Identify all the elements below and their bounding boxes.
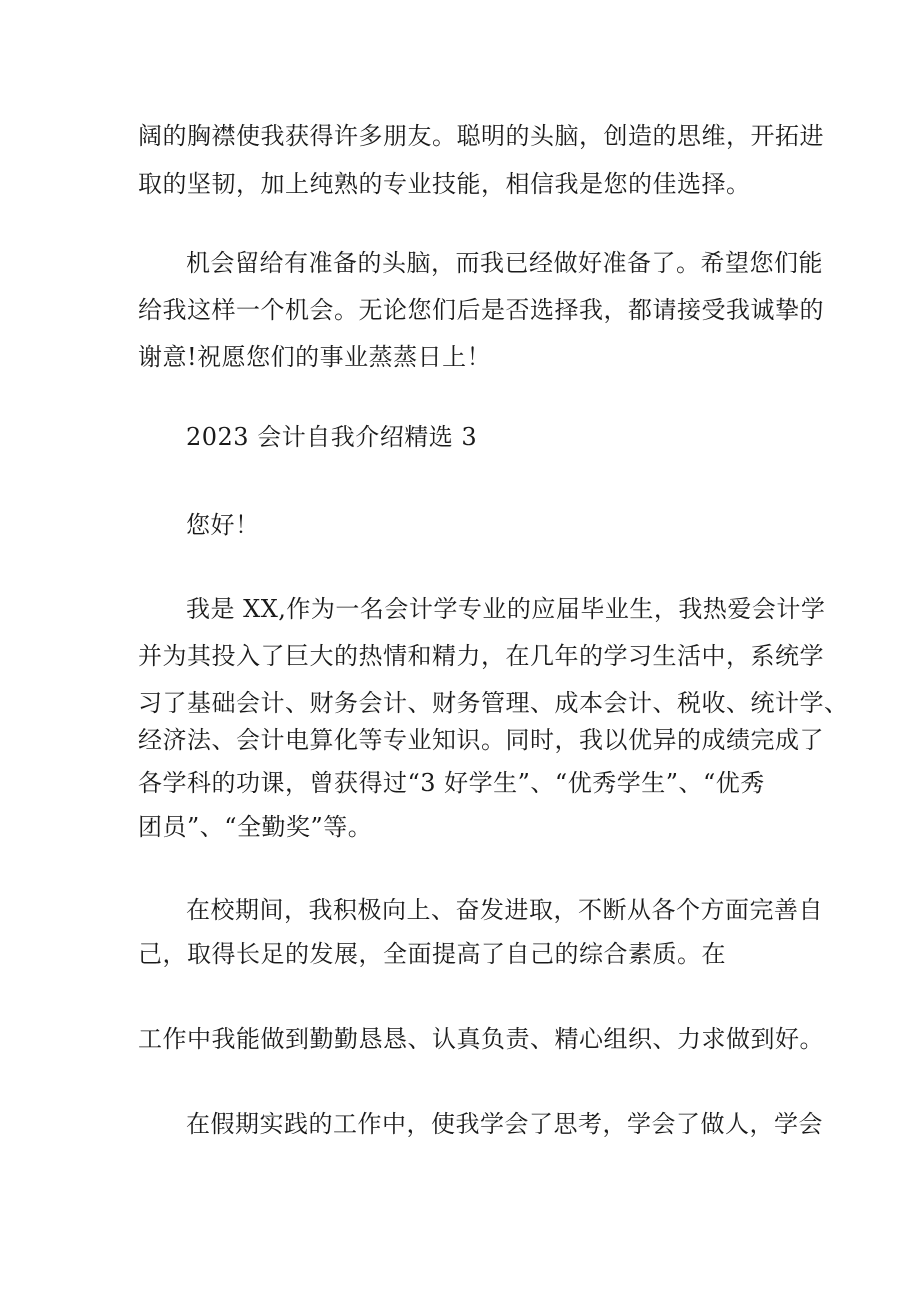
- paragraph-5-line-3: 习了基础会计、财务会计、财务管理、成本会计、税收、统计学、: [138, 689, 849, 717]
- paragraph-5-line-6: 团员”、“全勤奖”等。: [138, 813, 373, 841]
- paragraph-8-line-1: 在假期实践的工作中，使我学会了思考，学会了做人，学会: [186, 1110, 823, 1138]
- paragraph-7-line-1: 工作中我能做到勤勤恳恳、认真负责、精心组织、力求做到好。: [138, 1025, 824, 1053]
- paragraph-1-line-1: 阔的胸襟使我获得许多朋友。聪明的头脑，创造的思维，开拓进: [138, 122, 824, 150]
- section-heading: 2023 会计自我介绍精选 3: [186, 423, 478, 451]
- paragraph-5-line-2: 并为其投入了巨大的热情和精力，在几年的学习生活中，系统学: [138, 642, 824, 670]
- paragraph-2-line-1: 机会留给有准备的头脑，而我已经做好准备了。希望您们能: [186, 249, 823, 277]
- paragraph-1-line-2: 取的坚韧，加上纯熟的专业技能，相信我是您的佳选择。: [138, 170, 751, 198]
- paragraph-5-line-5: 各学科的功课，曾获得过“3 好学生”、“优秀学生”、“优秀: [138, 769, 765, 797]
- paragraph-6-line-2: 己，取得长足的发展，全面提高了自己的综合素质。在: [138, 940, 726, 968]
- paragraph-2-line-3: 谢意!祝愿您们的事业蒸蒸日上！: [138, 343, 492, 371]
- greeting: 您好！: [186, 511, 260, 539]
- paragraph-6-line-1: 在校期间，我积极向上、奋发进取，不断从各个方面完善自: [186, 896, 823, 924]
- paragraph-5-line-1: 我是 XX,作为一名会计学专业的应届毕业生，我热爱会计学: [186, 595, 826, 623]
- paragraph-2-line-2: 给我这样一个机会。无论您们后是否选择我，都请接受我诚挚的: [138, 296, 824, 324]
- paragraph-5-line-4: 经济法、会计电算化等专业知识。同时，我以优异的成绩完成了: [138, 726, 824, 754]
